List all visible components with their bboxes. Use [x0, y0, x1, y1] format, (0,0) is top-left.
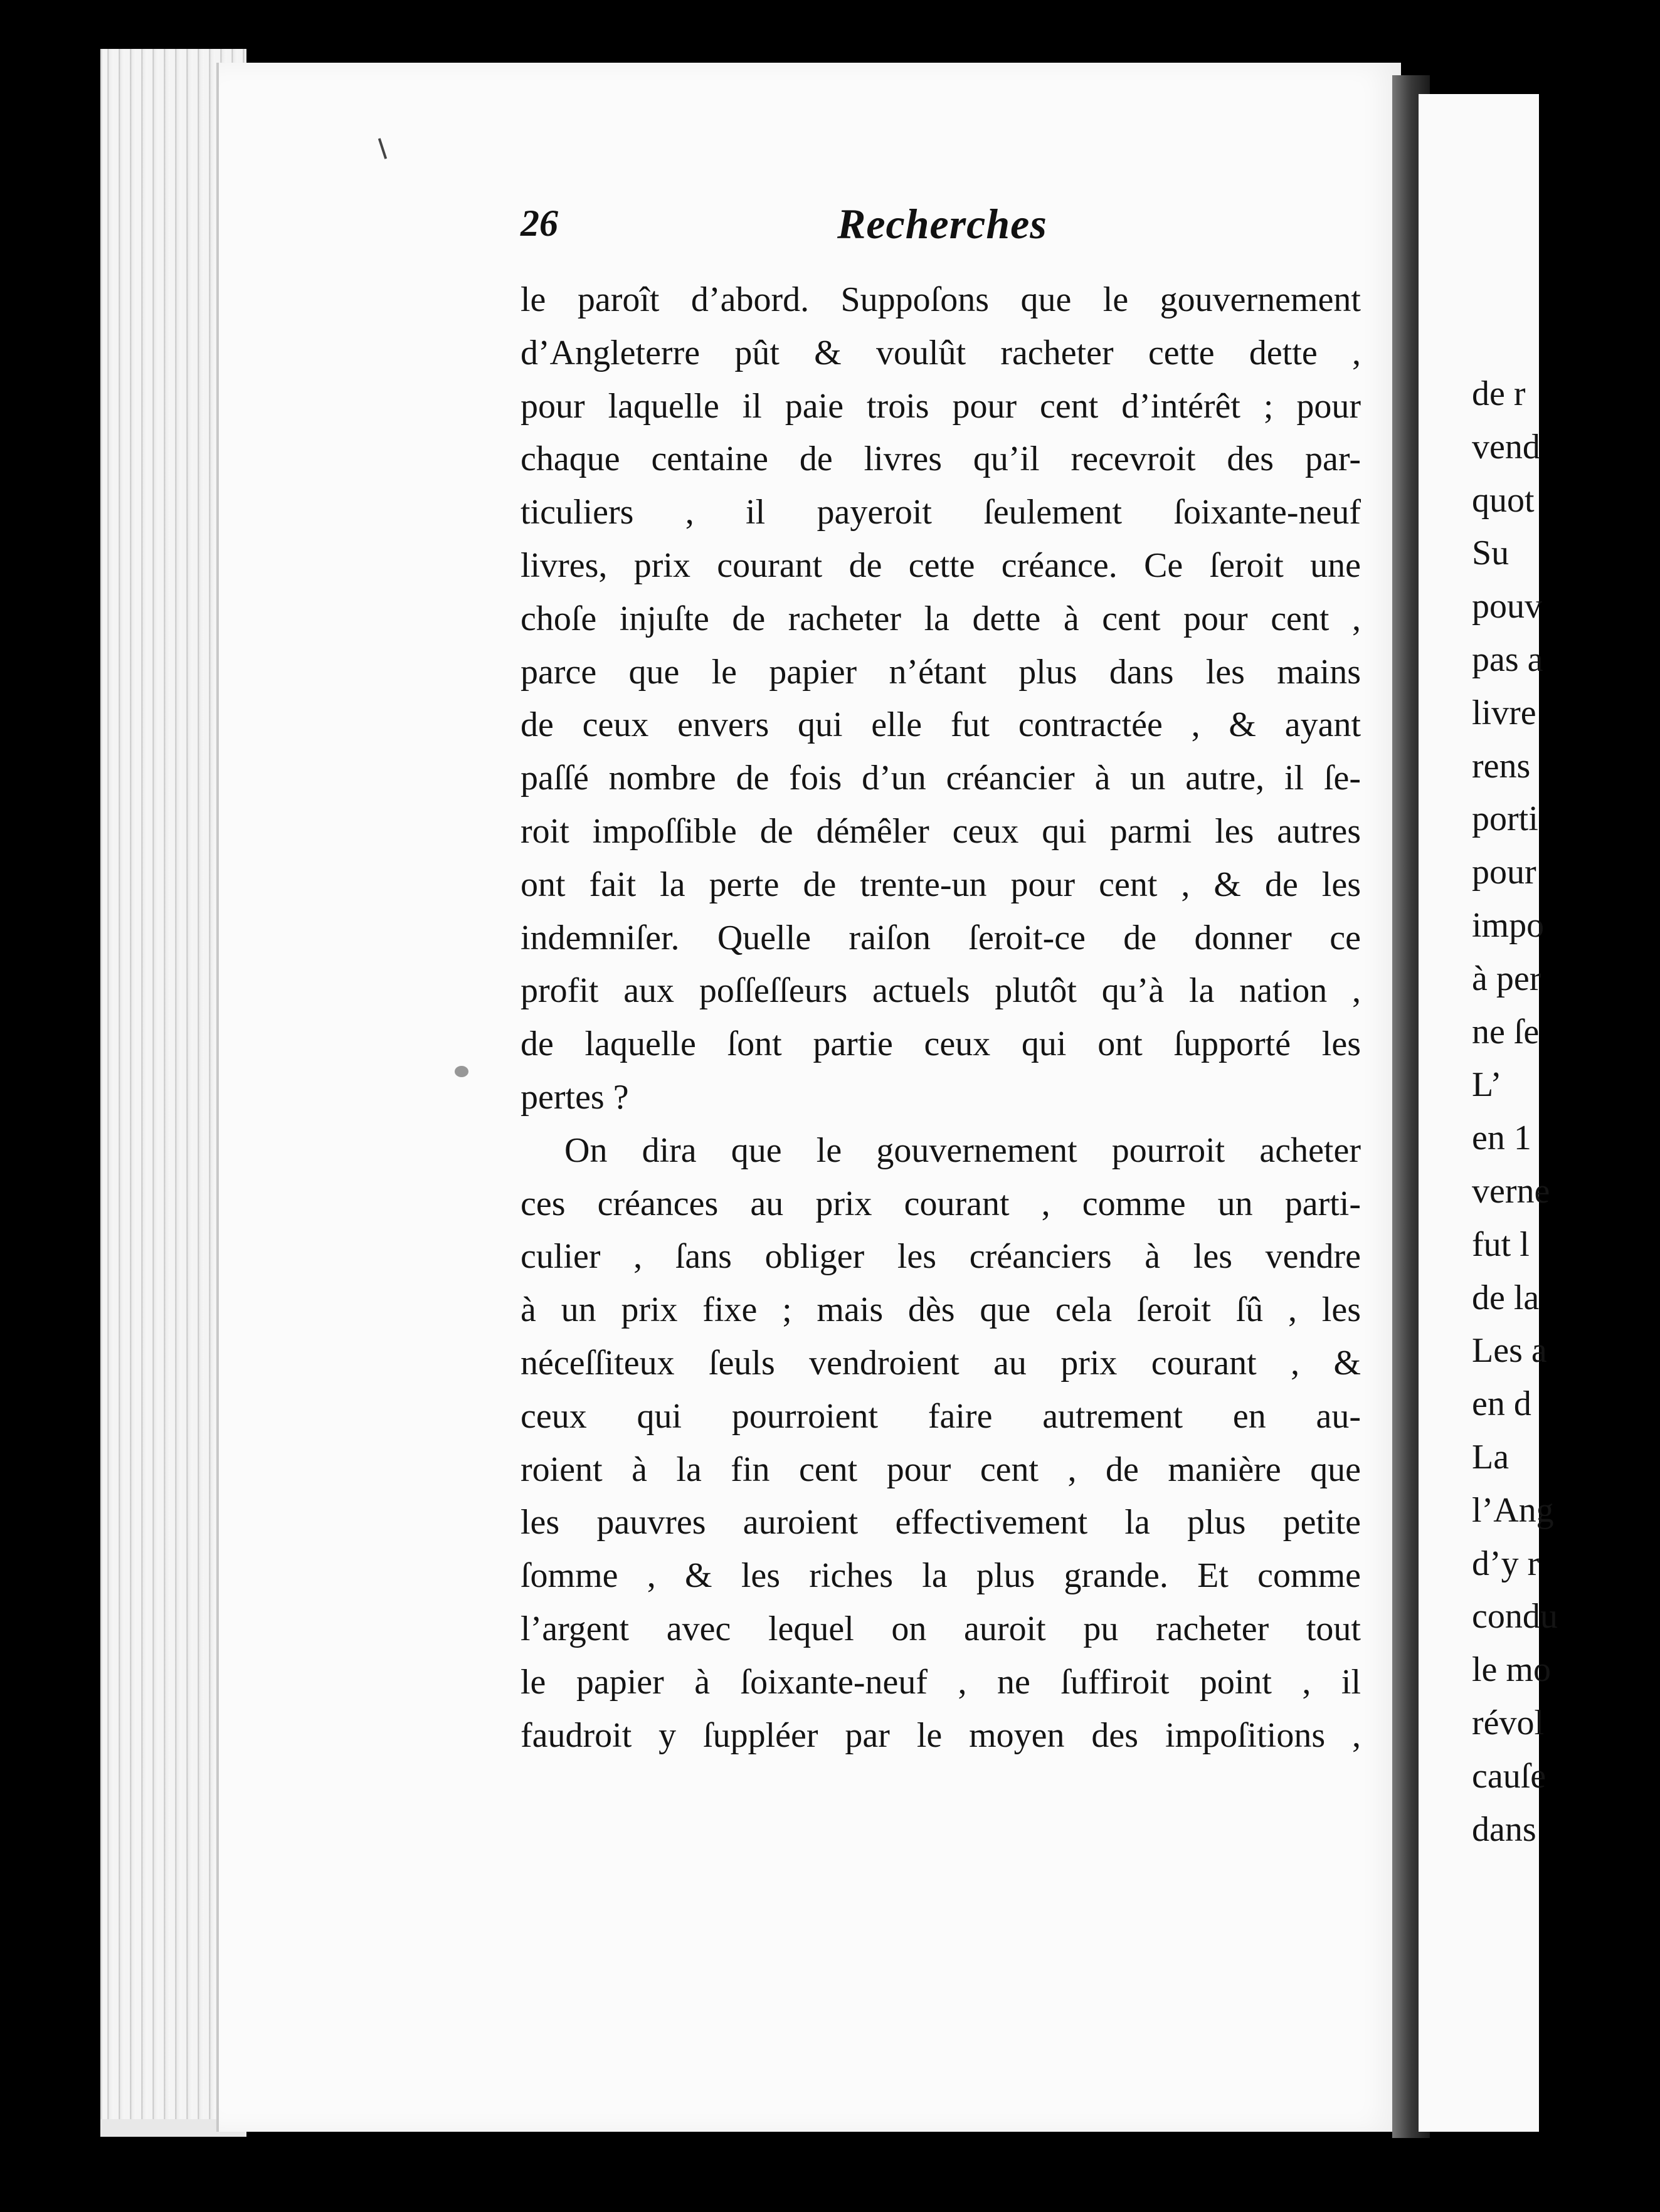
text-line: ceux qui pourroient faire autrement en au- — [521, 1396, 1361, 1436]
text-line: profit aux poſſeſſeurs actuels plutôt qu’à la nation , — [521, 971, 1361, 1011]
text-line: livres, prix courant de cette créance. Ce ſeroit une — [521, 545, 1361, 585]
right-page-line-fragment: fut l — [1472, 1224, 1530, 1264]
right-page-line-fragment: ne ſe — [1472, 1012, 1540, 1051]
right-page-line-fragment: à per — [1472, 959, 1541, 998]
text-line: pour laquelle il paie trois pour cent d’intérêt ; pour — [521, 386, 1361, 426]
right-page-line-fragment: pour — [1472, 853, 1536, 892]
right-page-line-fragment: pas a — [1472, 640, 1543, 679]
running-head: Recherches — [837, 200, 1047, 248]
text-line: faudroit y ſuppléer par le moyen des impoſitions , — [521, 1715, 1361, 1755]
text-line: ont fait la perte de trente-un pour cent , & de les — [521, 865, 1361, 904]
text-line: ticuliers , il payeroit ſeulement ſoixante-neuf — [521, 493, 1361, 532]
right-page-line-fragment: verne — [1472, 1171, 1550, 1211]
text-line: de ceux envers qui elle fut contractée , & ayant — [521, 705, 1361, 745]
text-line: l’argent avec lequel on auroit pu racheter tout — [521, 1609, 1361, 1648]
text-line: roit impoſſible de démêler ceux qui parmi les autres — [521, 811, 1361, 851]
right-page-line-fragment: en 1 — [1472, 1119, 1531, 1158]
text-line: choſe injuſte de racheter la dette à cent pour cent , — [521, 599, 1361, 638]
body-text — [521, 273, 1361, 1762]
text-line: indemniſer. Quelle raiſon ſeroit-ce de donner ce — [521, 918, 1361, 957]
right-page-line-fragment: dans — [1472, 1809, 1536, 1849]
text-line: chaque centaine de livres qu’il recevroit des par- — [521, 440, 1361, 479]
right-page-line-fragment: Su — [1472, 534, 1509, 573]
right-page-line-fragment: livre — [1472, 693, 1536, 732]
right-page-line-fragment: cauſe — [1472, 1756, 1546, 1796]
text-line: d’Angleterre pût & voulût racheter cette dette , — [521, 333, 1361, 372]
text-line: le papier à ſoixante-neuf , ne ſuffiroit point , il — [521, 1662, 1361, 1702]
text-line: les pauvres auroient effectivement la plus petite — [521, 1503, 1361, 1542]
text-line: On dira que le gouvernement pourroit acheter — [564, 1130, 1361, 1170]
page-header — [521, 202, 1398, 252]
right-page-line-fragment: en d — [1472, 1384, 1531, 1424]
text-line: ces créances au prix courant , comme un parti- — [521, 1184, 1361, 1223]
text-line: roient à la fin cent pour cent , de manière que — [521, 1450, 1361, 1489]
page-number: 26 — [521, 203, 558, 244]
right-page-line-fragment: vend — [1472, 427, 1540, 466]
right-page-line-fragment: pouv — [1472, 587, 1542, 626]
right-page-line-fragment: de la — [1472, 1278, 1540, 1317]
right-page-line-fragment: le mo — [1472, 1650, 1551, 1690]
ink-smudge — [455, 1066, 468, 1077]
right-page-line-fragment: L’ — [1472, 1065, 1502, 1105]
right-page-line-fragment: La — [1472, 1437, 1509, 1477]
right-page — [1419, 94, 1558, 2132]
text-line: pertes ? — [521, 1077, 629, 1117]
right-page-line-fragment: porti — [1472, 799, 1538, 839]
right-page-line-fragment: rens — [1472, 746, 1531, 786]
right-page-line-fragment: d’y r — [1472, 1544, 1540, 1583]
text-line: à un prix fixe ; mais dès que cela ſeroit ſû , les — [521, 1290, 1361, 1330]
right-page-text — [1472, 367, 1660, 1856]
text-line: culier , ſans obliger les créanciers à les vendre — [521, 1237, 1361, 1277]
right-page-line-fragment: impo — [1472, 905, 1545, 945]
right-page-line-fragment: Les a — [1472, 1331, 1547, 1371]
text-line: parce que le papier n’étant plus dans les mains — [521, 652, 1361, 692]
right-page-line-fragment: quot — [1472, 480, 1535, 520]
right-page-line-fragment: condu — [1472, 1597, 1558, 1636]
right-page-line-fragment: de r — [1472, 374, 1526, 413]
text-line: le paroît d’abord. Suppoſons que le gouvernement — [521, 280, 1361, 319]
text-line: de laquelle ſont partie ceux qui ont ſupporté les — [521, 1024, 1361, 1064]
right-page-line-fragment: révol — [1472, 1703, 1545, 1742]
right-page-line-fragment: l’Ang — [1472, 1490, 1554, 1530]
text-line: paſſé nombre de fois d’un créancier à un autre, il ſe- — [521, 759, 1361, 798]
text-line: néceſſiteux ſeuls vendroient au prix courant , & — [521, 1343, 1361, 1382]
text-line: ſomme , & les riches la plus grande. Et comme — [521, 1556, 1361, 1596]
